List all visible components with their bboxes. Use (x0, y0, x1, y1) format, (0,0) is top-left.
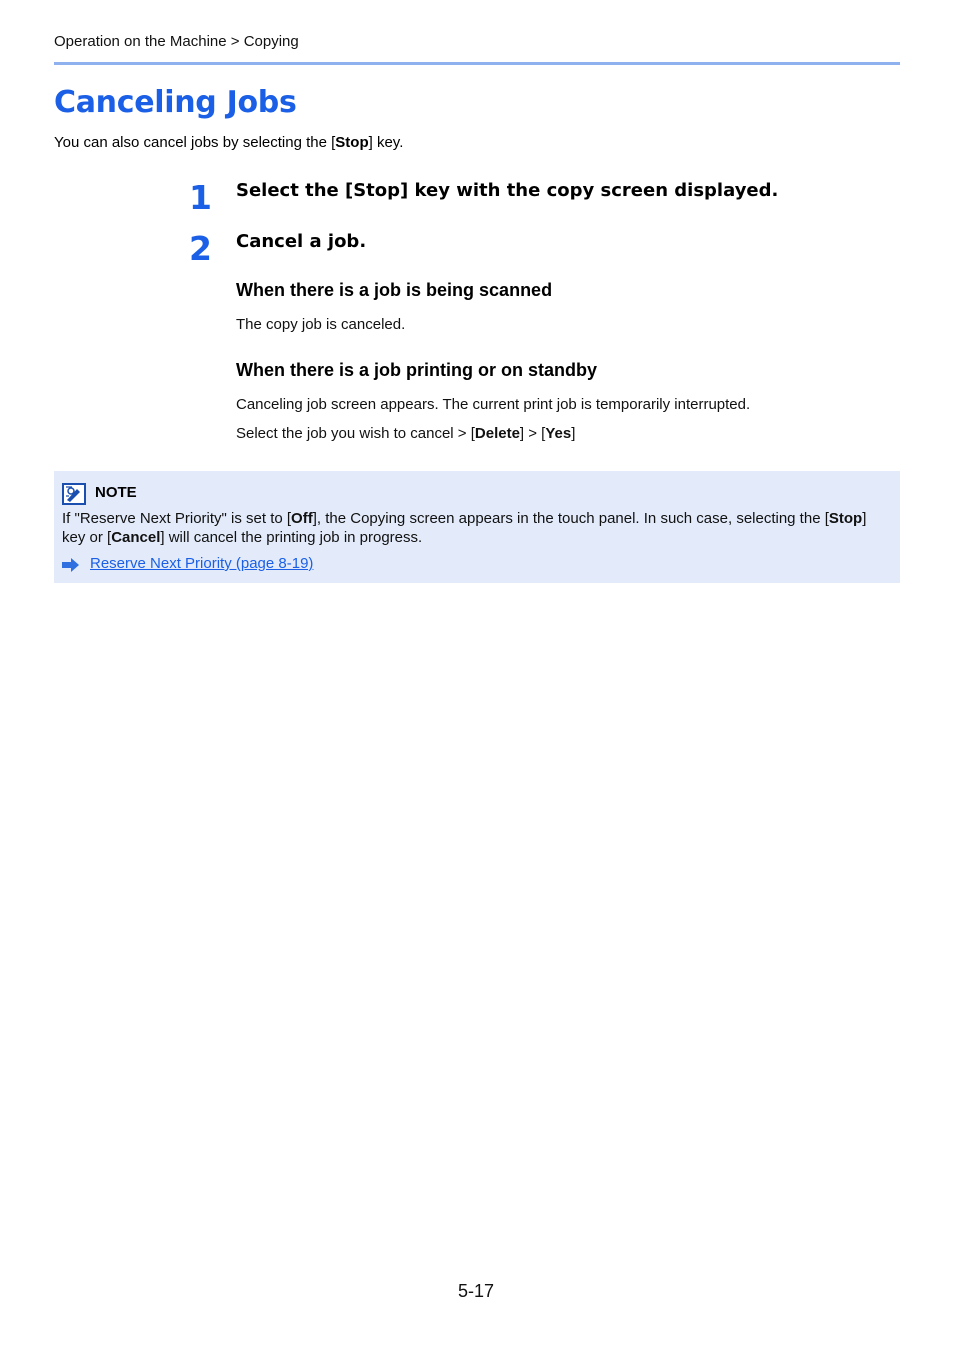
section-printing-select-line: Select the job you wish to cancel > [Delete] > [Yes] (236, 425, 576, 442)
page-title: Canceling Jobs (54, 85, 297, 120)
step-1-number: 1 (189, 178, 212, 217)
intro-paragraph: You can also cancel jobs by selecting the [Stop] key. (54, 134, 404, 151)
yes-key-label: Yes (545, 425, 572, 442)
stop-key-label: Stop (335, 134, 369, 151)
note-icon (62, 483, 86, 505)
delete-key-label: Delete (474, 425, 520, 442)
breadcrumb: Operation on the Machine > Copying (54, 33, 299, 50)
step-2-text: Cancel a job. (236, 231, 367, 252)
reserve-next-priority-link[interactable]: Reserve Next Priority (page 8-19) (90, 555, 314, 572)
section-scanning-heading: When there is a job is being scanned (236, 280, 553, 300)
section-scanning-text: The copy job is canceled. (236, 316, 406, 333)
note-box (54, 471, 900, 583)
page-number: 5-17 (458, 1281, 495, 1301)
step-1-text: Select the [Stop] key with the copy screen displayed. (236, 180, 779, 201)
header-divider (54, 62, 900, 65)
section-printing-text: Canceling job screen appears. The current print job is temporarily interrupted. (236, 396, 751, 413)
note-label: NOTE (95, 484, 137, 501)
section-printing-heading: When there is a job printing or on standby (236, 360, 598, 380)
note-text: If "Reserve Next Priority" is set to [Off], the Copying screen appears in the touch panel. In such case, selecting the [Stop] key or [Cancel] will cancel the printing job in progress. (62, 510, 867, 546)
off-key-label: Off (291, 510, 313, 527)
arrow-right-icon (62, 558, 80, 572)
cancel-key-label: Cancel (111, 529, 161, 546)
step-2-number: 2 (189, 229, 212, 268)
stop-key-label-note: Stop (828, 510, 863, 527)
